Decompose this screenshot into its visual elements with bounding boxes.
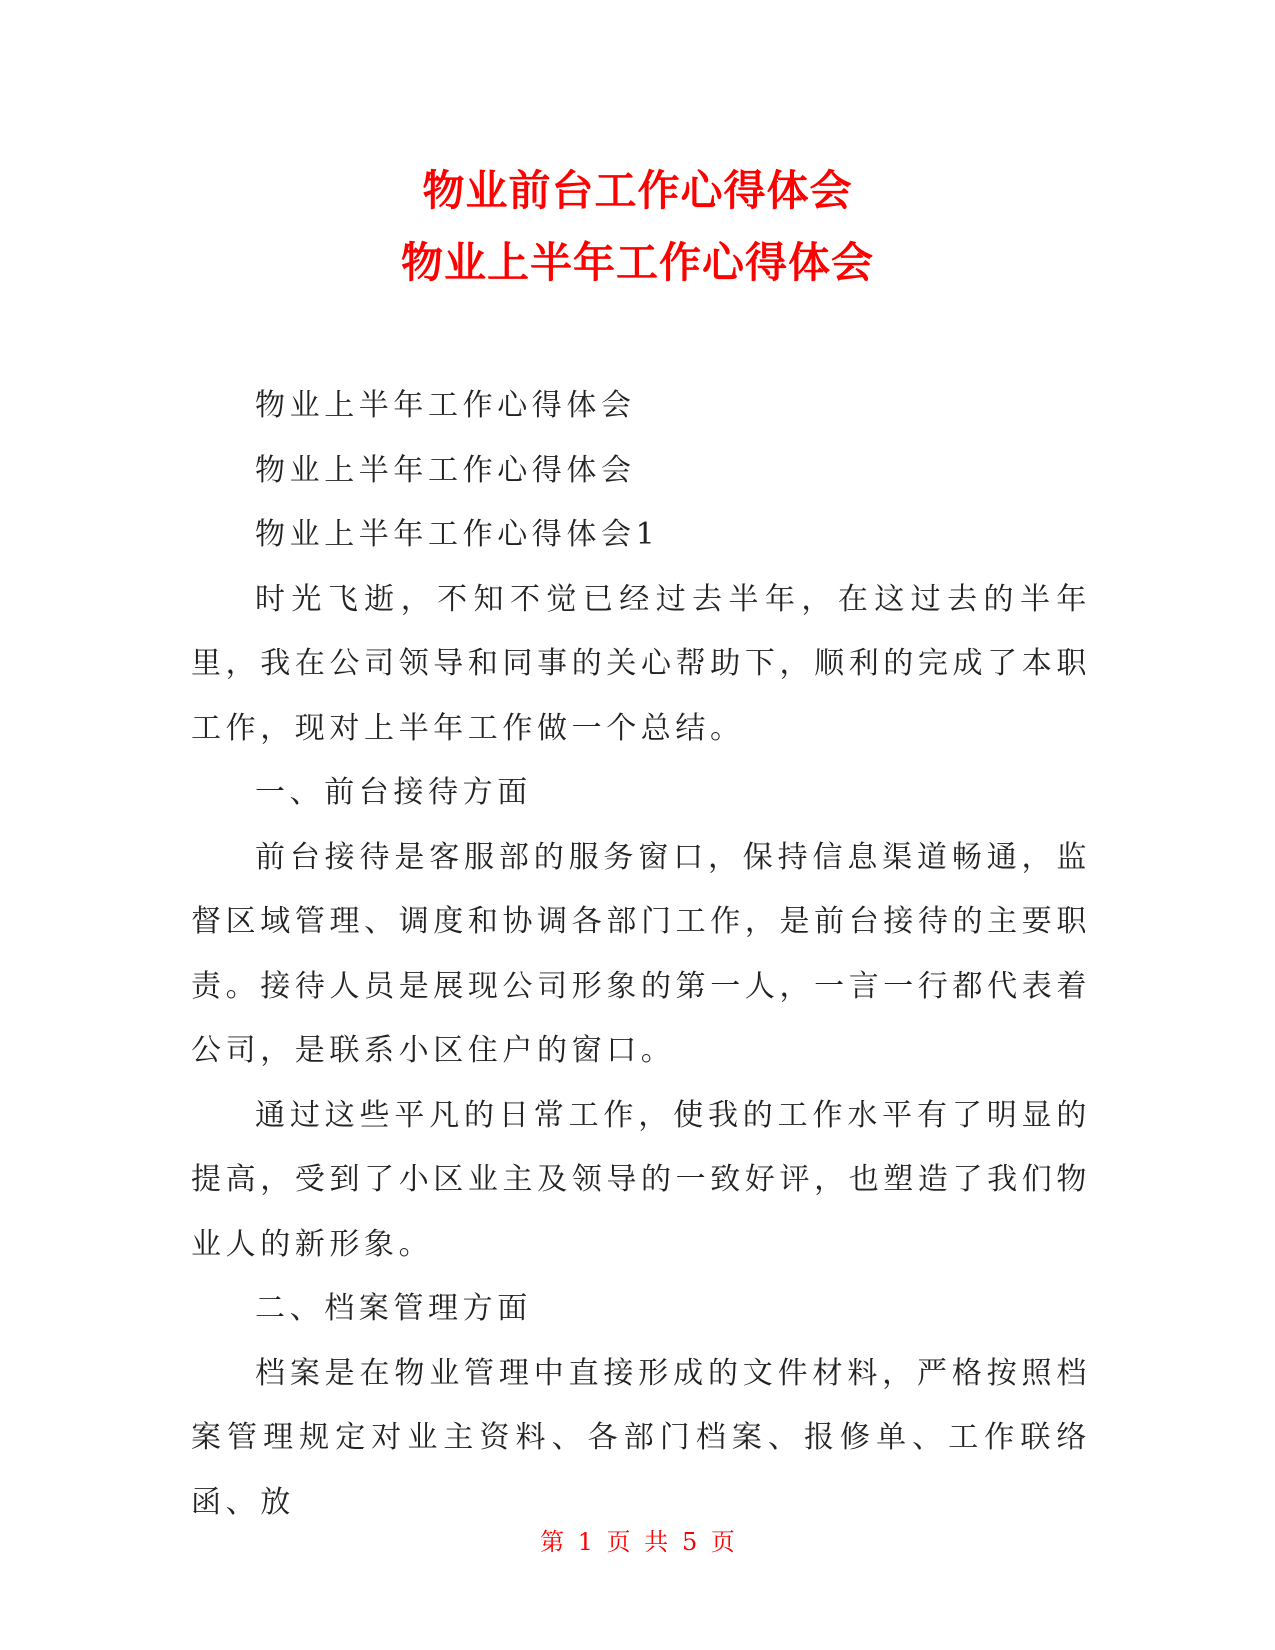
section-heading: 一、前台接待方面 (255, 775, 532, 810)
paragraph: 物业上半年工作心得体会1 (255, 517, 660, 552)
document-subtitle: 物业上半年工作心得体会 (400, 238, 874, 287)
paragraph: 时光飞逝，不知不觉已经过去半年，在这过去的半年里，我在公司领导和同事的关心帮助下，顺利的完成了本职工作，现对上半年工作做一个总结。 (191, 581, 1091, 746)
paragraph: 档案是在物业管理中直接形成的文件材料，严格按照档案管理规定对业主资料、各部门档案、报修单、工作联络函、放 (191, 1355, 1091, 1520)
paragraph: 通过这些平凡的日常工作，使我的工作水平有了明显的提高，受到了小区业主及领导的一致好评，也塑造了我们物业人的新形象。 (191, 1097, 1091, 1262)
section-heading: 二、档案管理方面 (255, 1291, 532, 1326)
document-title: 物业前台工作心得体会 (422, 166, 853, 215)
paragraph: 前台接待是客服部的服务窗口，保持信息渠道畅通，监督区域管理、调度和协调各部门工作，是前台接待的主要职责。接待人员是展现公司形象的第一人，一言一行都代表着公司，是联系小区住户的窗口。 (191, 839, 1091, 1068)
paragraph: 物业上半年工作心得体会 (255, 452, 636, 488)
page-number-footer: 第 1 页 共 5 页 (540, 1528, 735, 1556)
paragraph: 物业上半年工作心得体会 (255, 388, 636, 423)
document-body (191, 374, 1091, 1535)
